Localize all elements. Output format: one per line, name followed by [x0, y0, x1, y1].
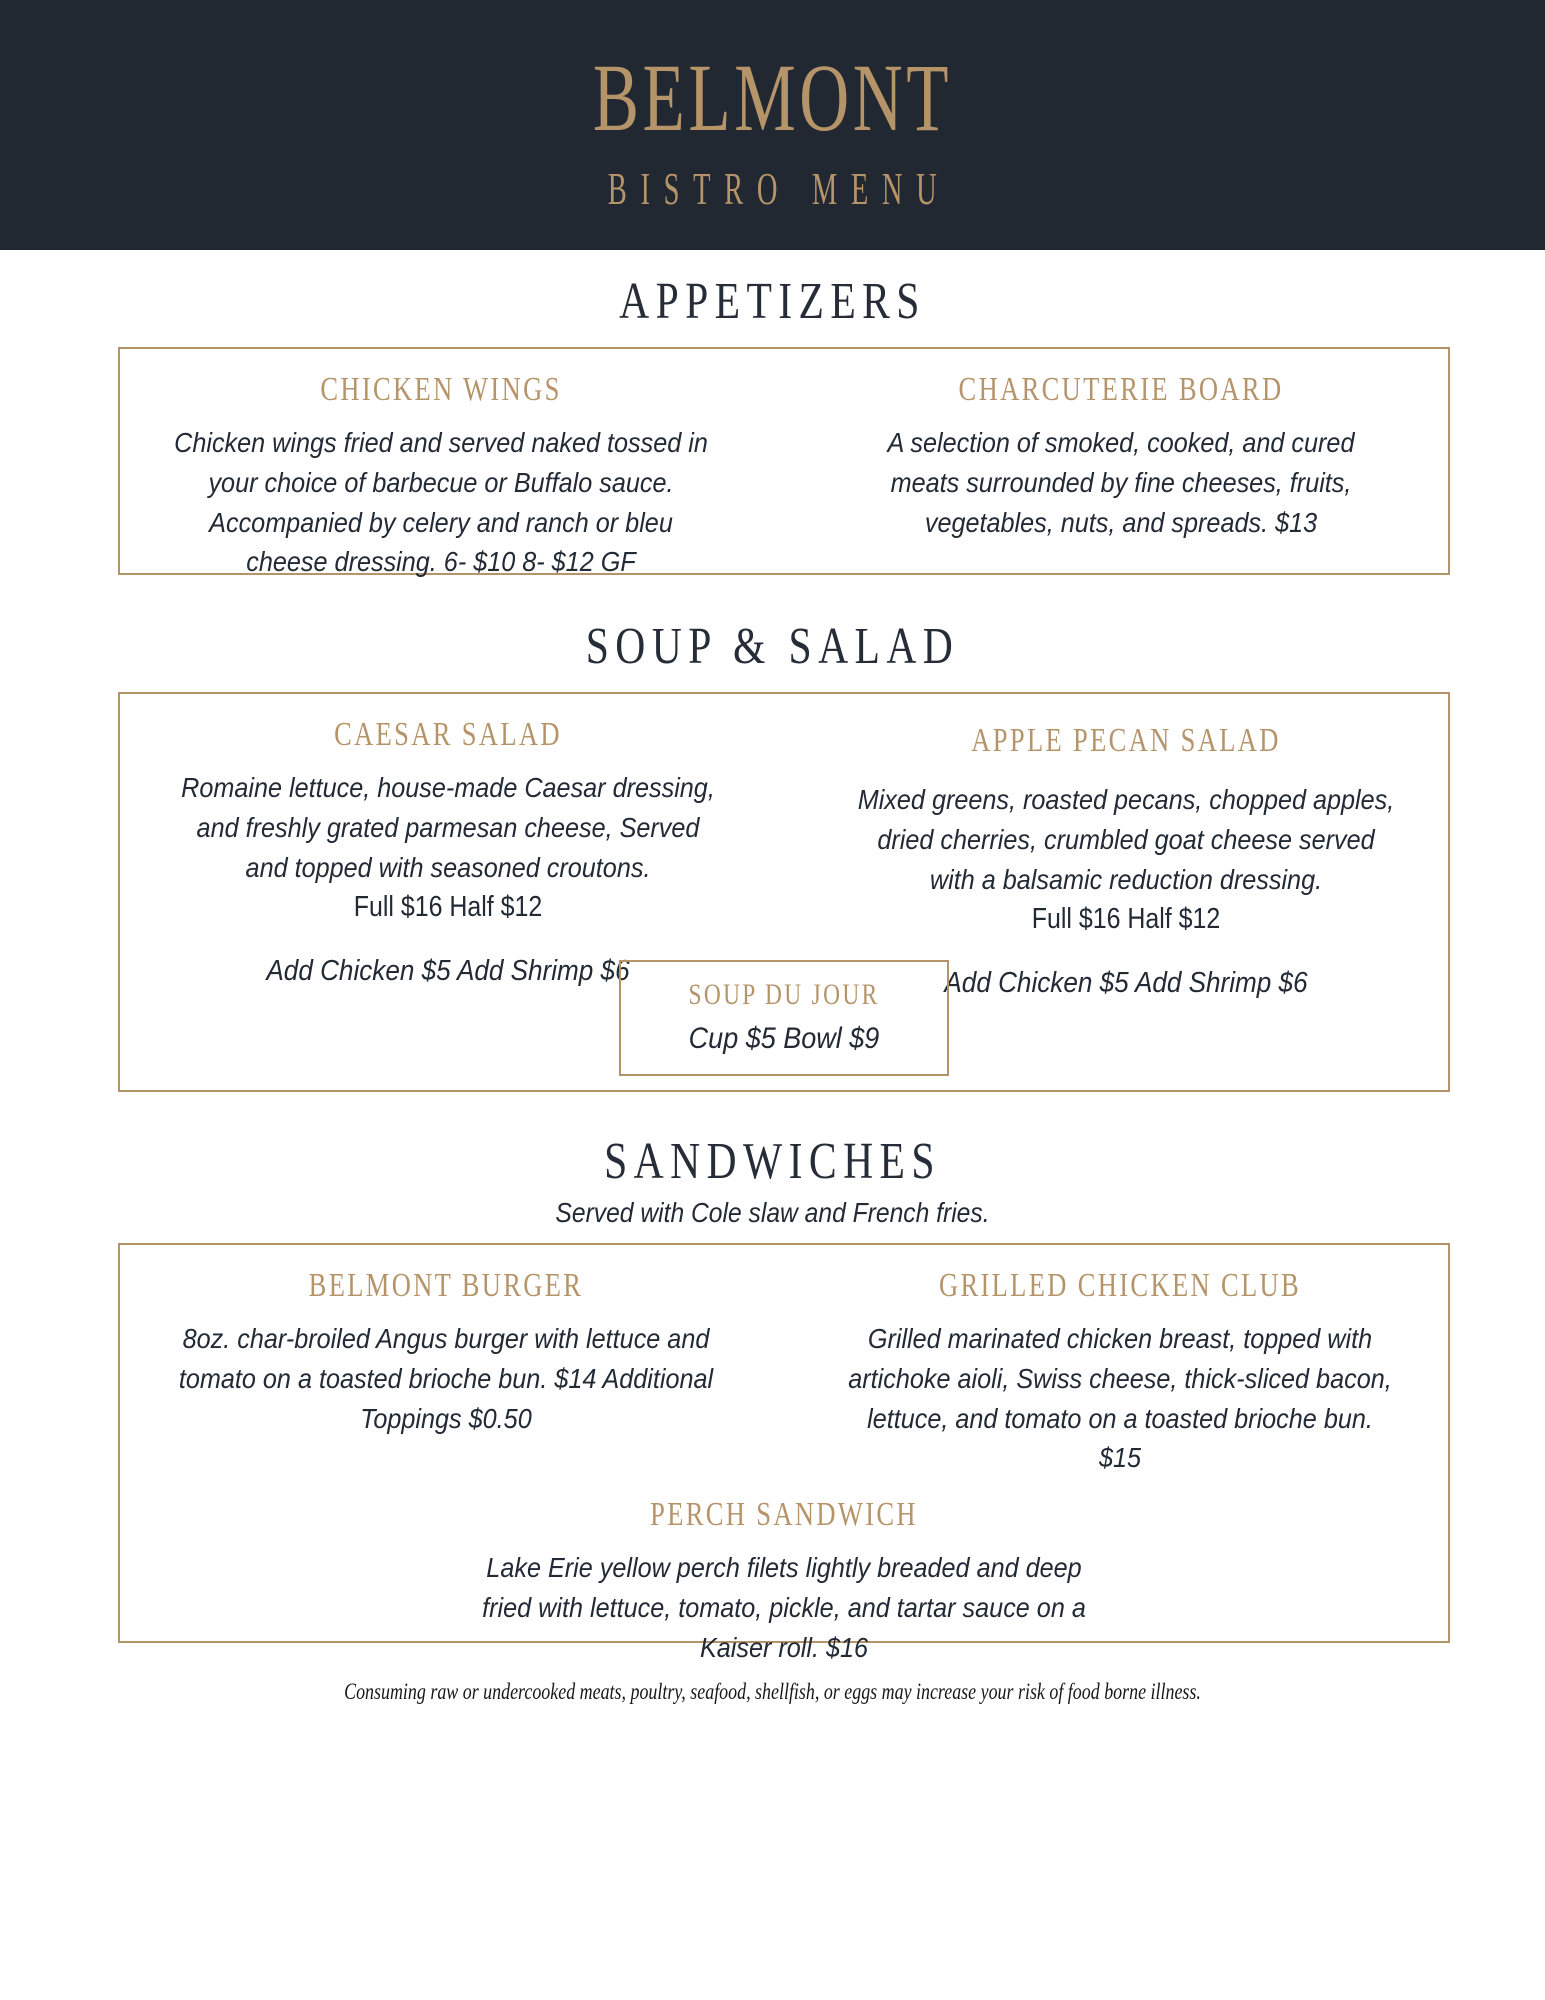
- item-description-belmont-burger: 8oz. char-broiled Angus burger with lettuce and tomato on a toasted brioche bun. $14 Additional Toppings $0.50: [178, 1323, 714, 1434]
- section-title-soup-salad: SOUP & SALAD: [585, 618, 960, 675]
- item-name-soup-du-jour: SOUP DU JOUR: [688, 978, 880, 1011]
- item-description-chicken-wings: Chicken wings fried and served naked tossed in your choice of barbecue or Buffalo sauce. Accompanied by celery and ranch or bleu cheese dressing. 6- $10 8- $12 GF: [174, 427, 708, 578]
- section-title-appetizers: APPETIZERS: [619, 273, 926, 330]
- item-price-apple-pecan-salad: Full $16 Half $12: [1031, 903, 1221, 936]
- item-description-perch-sandwich: Lake Erie yellow perch filets lightly breaded and deep fried with lettuce, tomato, pickle, and tartar sauce on a Kaiser roll. $16: [482, 1552, 1086, 1663]
- menu-header: [0, 0, 1545, 250]
- item-addons-apple-pecan-salad: Add Chicken $5 Add Shrimp $6: [944, 967, 1308, 1000]
- section-subtitle-sandwiches: Served with Cole slaw and French fries.: [555, 1197, 990, 1228]
- item-name-belmont-burger: BELMONT BURGER: [308, 1267, 584, 1304]
- item-name-chicken-wings: CHICKEN WINGS: [320, 371, 562, 408]
- item-price-soup-du-jour: Cup $5 Bowl $9: [688, 1022, 880, 1055]
- item-description-grilled-chicken-club: Grilled marinated chicken breast, topped with artichoke aioli, Swiss cheese, thick-sliced bacon, lettuce, and tomato on a toasted brioche bun. $15: [848, 1323, 1392, 1474]
- menu-item-chicken-wings: [120, 371, 784, 582]
- section-title-sandwiches: SANDWICHES: [604, 1133, 941, 1190]
- menu-item-apple-pecan-salad: [784, 716, 1448, 1000]
- menu-item-charcuterie-board: [784, 371, 1448, 582]
- item-name-grilled-chicken-club: GRILLED CHICKEN CLUB: [938, 1267, 1302, 1304]
- menu-subtitle: BISTRO MENU: [608, 162, 951, 214]
- item-name-caesar-salad: CAESAR SALAD: [334, 716, 562, 753]
- soup-salad-box: [118, 692, 1450, 1092]
- sandwiches-box: [118, 1243, 1450, 1663]
- menu-item-perch-sandwich: [120, 1496, 1448, 1667]
- item-addons-caesar-salad: Add Chicken $5 Add Shrimp $6: [266, 955, 630, 988]
- menu-item-caesar-salad: [120, 716, 784, 994]
- menu-body: [0, 272, 1545, 1705]
- item-name-perch-sandwich: PERCH SANDWICH: [650, 1496, 918, 1533]
- item-name-apple-pecan-salad: APPLE PECAN SALAD: [971, 722, 1281, 759]
- menu-item-soup-du-jour: [619, 960, 949, 1076]
- footer-disclaimer: Consuming raw or undercooked meats, poultry, seafood, shellfish, or eggs may increase your risk of food borne illness.: [344, 1679, 1201, 1704]
- menu-item-belmont-burger: [120, 1267, 784, 1478]
- item-description-charcuterie-board: A selection of smoked, cooked, and cured meats surrounded by fine cheeses, fruits, vegetables, nuts, and spreads. $13: [887, 427, 1355, 538]
- appetizers-box: [118, 347, 1450, 578]
- menu-item-grilled-chicken-club: [784, 1267, 1448, 1478]
- item-description-caesar-salad: Romaine lettuce, house-made Caesar dressing, and freshly grated parmesan cheese, Served and topped with seasoned croutons.: [181, 772, 715, 883]
- item-description-apple-pecan-salad: Mixed greens, roasted pecans, chopped apples, dried cherries, crumbled goat cheese served with a balsamic reduction dressing.: [857, 784, 1395, 895]
- item-name-charcuterie-board: CHARCUTERIE BOARD: [958, 371, 1284, 408]
- item-price-caesar-salad: Full $16 Half $12: [353, 891, 543, 924]
- restaurant-name: BELMONT: [592, 43, 953, 151]
